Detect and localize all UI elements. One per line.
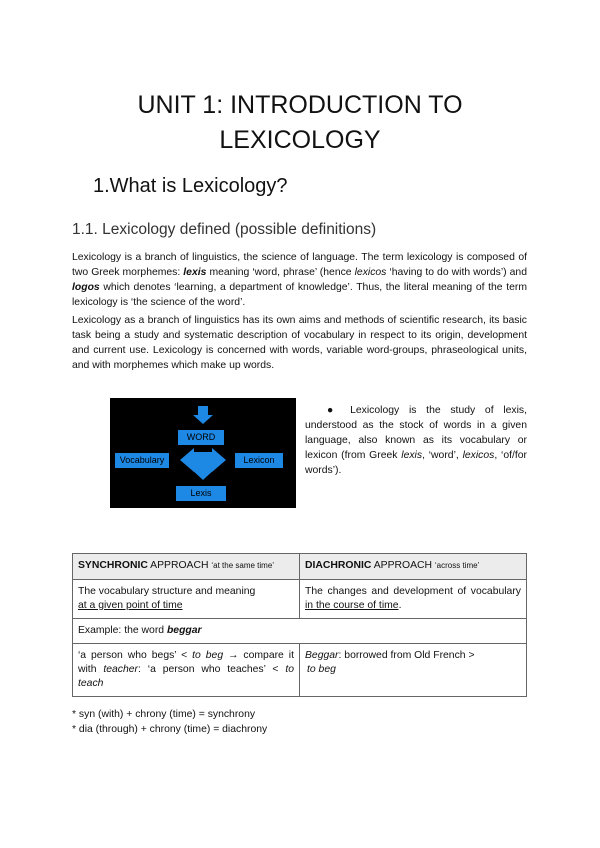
bullet-term-lexicos: lexicos xyxy=(462,450,495,461)
footnote-synchrony: * syn (with) + chrony (time) = synchrony xyxy=(72,709,256,720)
bullet-term-lexis: lexis xyxy=(401,450,423,461)
diachronic-example: Beggar: borrowed from Old French > to beg xyxy=(300,644,527,697)
section-heading: 1.What is Lexicology? xyxy=(93,175,288,197)
subsection-heading: 1.1. Lexicology defined (possible definitions) xyxy=(72,221,377,238)
table-row xyxy=(73,580,527,619)
term-lexis: lexis xyxy=(183,267,207,278)
title-line-2: LEXICOLOGY xyxy=(219,126,381,154)
sync-desc-text: The vocabulary structure and meaning xyxy=(78,586,256,597)
table-row xyxy=(73,619,527,644)
para1-text-1: Lexicology is a branch of linguistics, the science of language. The term lexicology is composed of two Greek morphemes: xyxy=(72,252,527,278)
example-cell xyxy=(73,619,527,644)
synchronic-example: ‘a person who begs’ < to beg → compare it with teacher: ‘a person who teaches’ < to teach xyxy=(73,644,300,697)
example-word: beggar xyxy=(166,625,202,636)
title-line-1: UNIT 1: INTRODUCTION TO xyxy=(137,91,463,119)
para1-text-3: ‘having to do with words’) and xyxy=(386,267,527,278)
diac-desc-underlined: in the course of time xyxy=(305,600,399,611)
term-logos: logos xyxy=(72,282,100,293)
table-header-row xyxy=(73,554,527,580)
synchronic-label: SYNCHRONIC xyxy=(78,560,148,571)
diachronic-label: DIACHRONIC xyxy=(305,560,372,571)
diagram-word-box: WORD xyxy=(178,430,224,445)
synchronic-approach: APPROACH xyxy=(147,560,212,571)
definition-paragraph xyxy=(72,250,527,310)
bullet-mark: ● xyxy=(327,405,341,416)
diachronic-description xyxy=(300,580,527,619)
diachronic-gloss: ‘across time’ xyxy=(434,561,480,570)
lexicology-diagram xyxy=(110,398,296,508)
footnote-diachrony: * dia (through) + chrony (time) = diachrony xyxy=(72,724,268,735)
para1-text-2: meaning ‘word, phrase’ (hence xyxy=(206,267,355,278)
example-label: Example: the word xyxy=(78,625,167,636)
diagram-lexicon-box: Lexicon xyxy=(235,453,283,468)
term-lexicos: lexicos xyxy=(354,267,387,278)
diagram-vocabulary-box: Vocabulary xyxy=(115,453,169,468)
diachronic-header xyxy=(300,554,527,580)
synchronic-header xyxy=(73,554,300,580)
bullet-text-2: , ‘word’, xyxy=(422,450,463,461)
bullet-text-3: , ‘of/for words’). xyxy=(305,450,527,476)
lexicology-aims-paragraph: Lexicology as a branch of linguistics has its own aims and methods of scientific research, its basic task being a study and systematic description of vocabulary in respect to its origin, development and current use. Lexicology is concerned with words, variable word-groups, phraseological units, and with morphemes which make up words. xyxy=(72,315,527,371)
diac-desc-text: The changes and development of vocabulary xyxy=(305,586,521,597)
approaches-table xyxy=(72,553,527,697)
para1-text-4: which denotes ‘learning, a department of knowledge’. Thus, the literal meaning of the term lexicology is ‘the science of the word’. xyxy=(72,282,527,308)
synchronic-gloss: ‘at the same time’ xyxy=(211,561,275,570)
table-row xyxy=(73,644,527,697)
diagram-lexis-box: Lexis xyxy=(176,486,226,501)
synchronic-description xyxy=(73,580,300,619)
bullet-definition xyxy=(305,403,527,478)
diac-desc-end: . xyxy=(398,600,402,611)
bullet-text-1: Lexicology is the study of lexis, understood as the stock of words in a given language, also known as its vocabulary or lexicon (from Greek xyxy=(305,405,527,461)
diachronic-approach: APPROACH xyxy=(371,560,435,571)
sync-desc-underlined: at a given point of time xyxy=(78,600,183,611)
page-title xyxy=(60,88,540,158)
